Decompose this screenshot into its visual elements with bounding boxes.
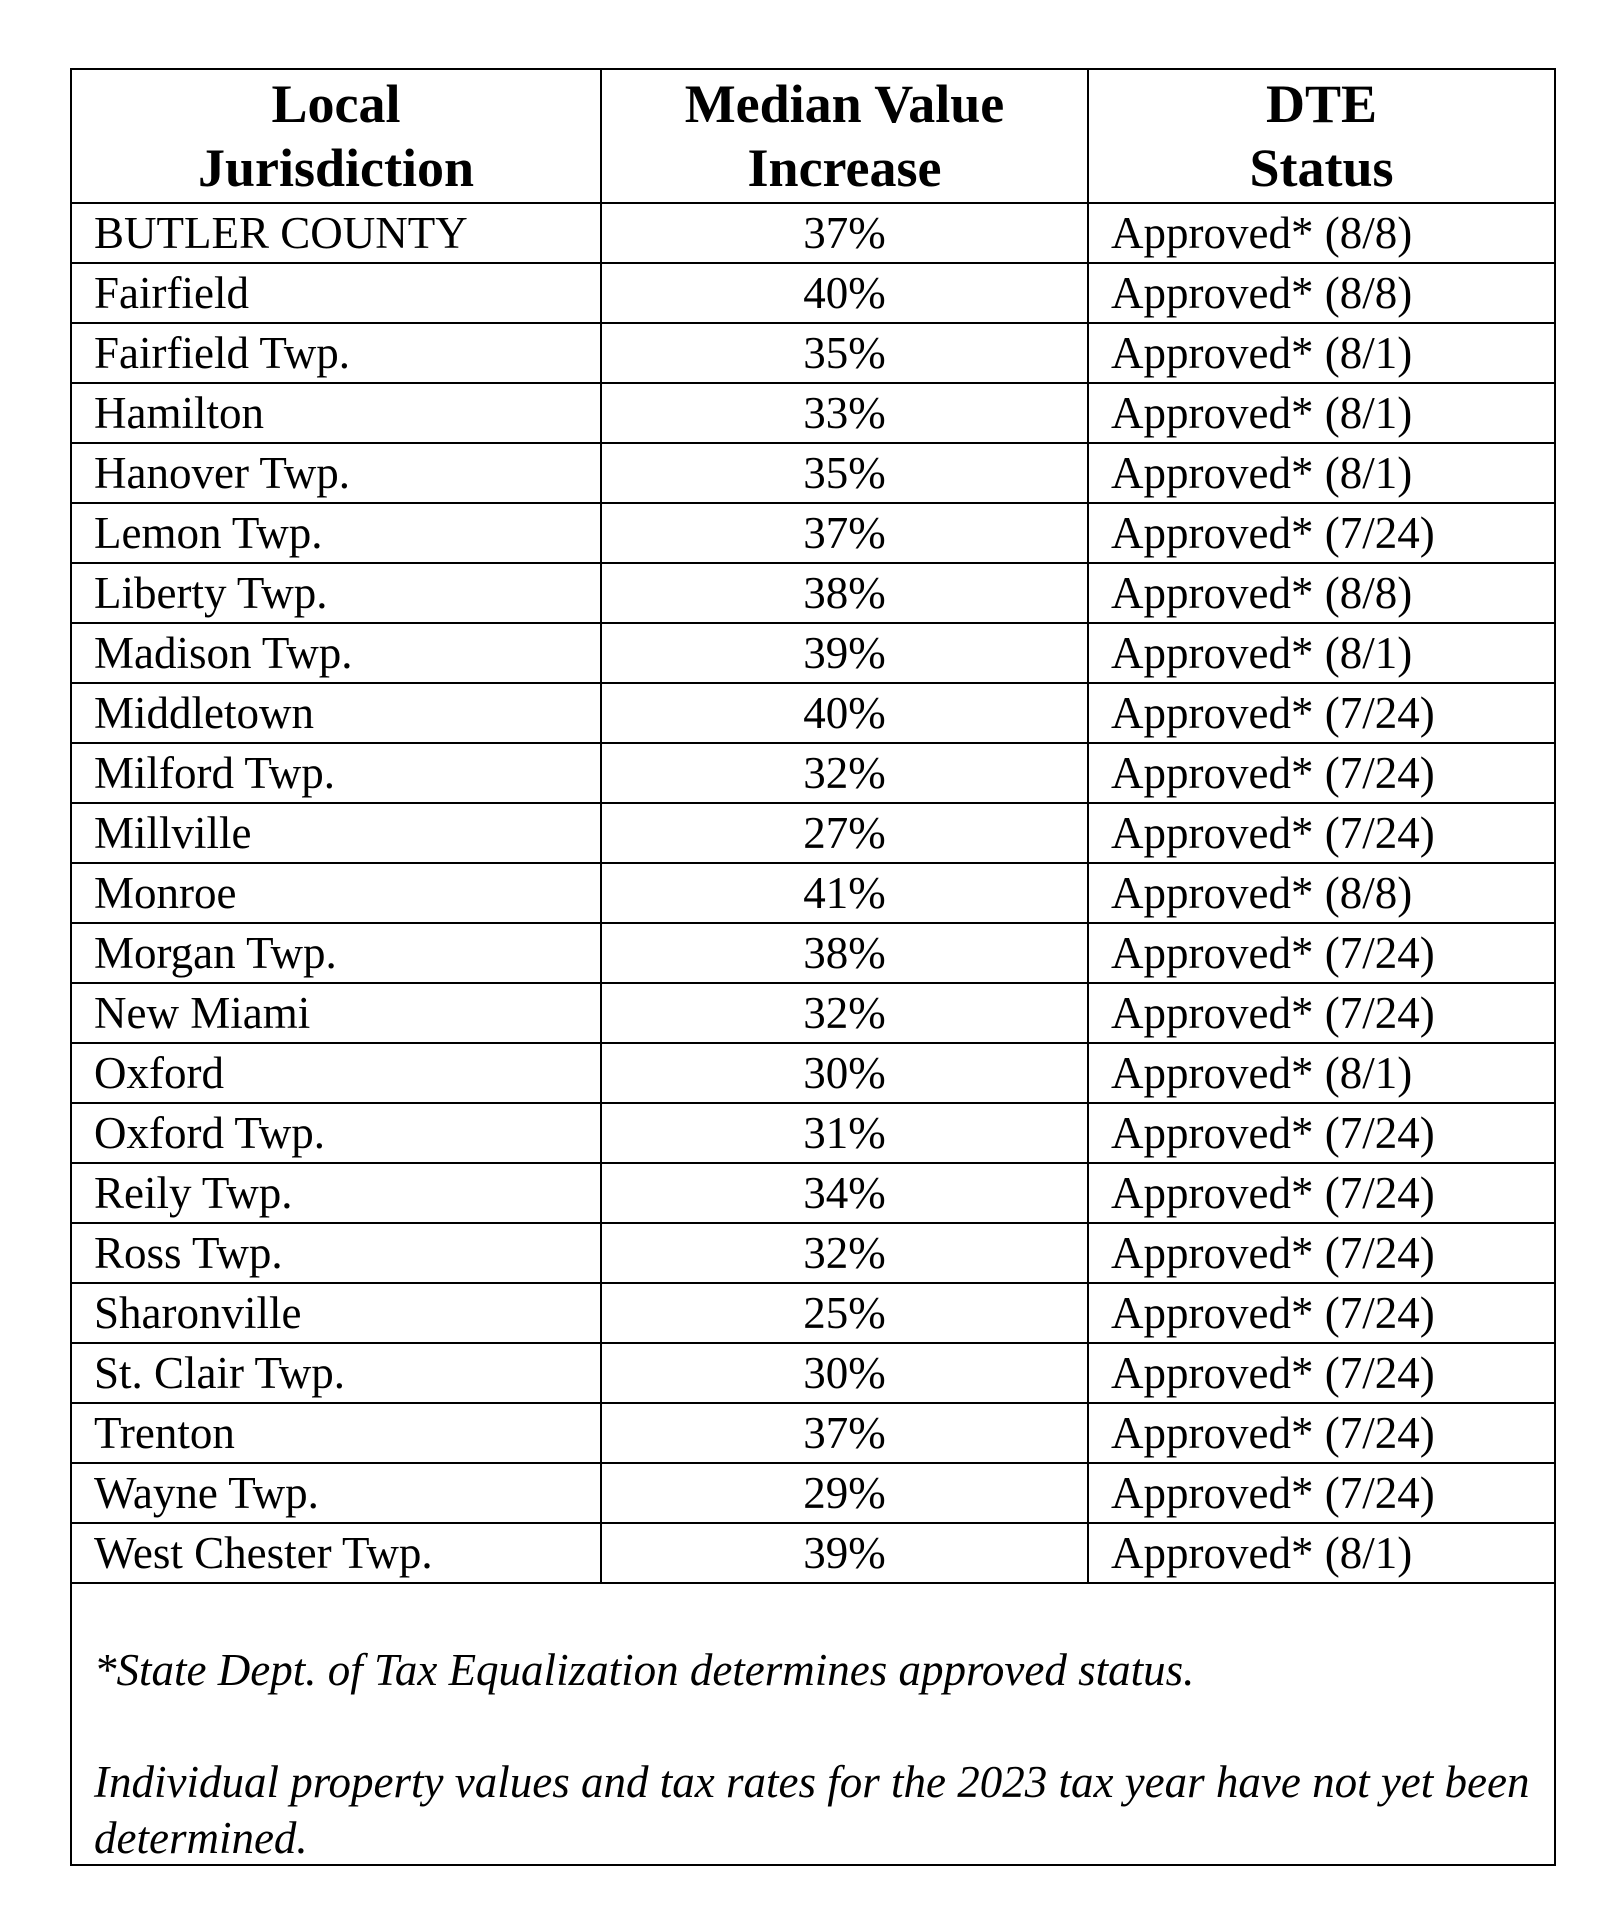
table-row <box>72 503 1554 563</box>
jurisdiction-table <box>72 70 1554 1584</box>
header-median-increase-line-1: Median Value <box>684 74 1005 134</box>
status-cell: Approved* (8/8) <box>1088 263 1554 323</box>
increase-cell: 35% <box>601 323 1088 383</box>
increase-cell: 37% <box>601 503 1088 563</box>
table-header <box>72 70 1554 203</box>
jurisdiction-cell: Sharonville <box>72 1283 601 1343</box>
table-row <box>72 1523 1554 1583</box>
status-cell: Approved* (7/24) <box>1088 1403 1554 1463</box>
table-row <box>72 923 1554 983</box>
header-jurisdiction-line-2: Jurisdiction <box>197 138 475 198</box>
increase-cell: 41% <box>601 863 1088 923</box>
increase-cell: 33% <box>601 383 1088 443</box>
increase-cell: 34% <box>601 1163 1088 1223</box>
table-row <box>72 1463 1554 1523</box>
status-cell: Approved* (8/8) <box>1088 863 1554 923</box>
increase-cell: 30% <box>601 1343 1088 1403</box>
increase-cell: 32% <box>601 743 1088 803</box>
jurisdiction-cell: Millville <box>72 803 601 863</box>
header-jurisdiction <box>72 70 601 203</box>
table-row <box>72 1223 1554 1283</box>
status-cell: Approved* (8/1) <box>1088 1523 1554 1583</box>
status-cell: Approved* (8/1) <box>1088 443 1554 503</box>
status-cell: Approved* (8/1) <box>1088 1043 1554 1103</box>
table-row <box>72 1403 1554 1463</box>
increase-cell: 37% <box>601 203 1088 263</box>
jurisdiction-cell: Lemon Twp. <box>72 503 601 563</box>
status-cell: Approved* (8/1) <box>1088 383 1554 443</box>
jurisdiction-cell: Liberty Twp. <box>72 563 601 623</box>
jurisdiction-cell: Fairfield <box>72 263 601 323</box>
status-cell: Approved* (7/24) <box>1088 1463 1554 1523</box>
table-row <box>72 1103 1554 1163</box>
jurisdiction-cell: Hamilton <box>72 383 601 443</box>
header-median-increase-line-2: Increase <box>747 138 942 198</box>
notes <box>72 1584 1554 1866</box>
table-row <box>72 983 1554 1043</box>
jurisdiction-cell: Oxford Twp. <box>72 1103 601 1163</box>
disclaimer: Individual property values and tax rates for the 2023 tax year have not yet been determined. <box>94 1757 1530 1863</box>
table-row <box>72 203 1554 263</box>
jurisdiction-cell: St. Clair Twp. <box>72 1343 601 1403</box>
jurisdiction-cell: West Chester Twp. <box>72 1523 601 1583</box>
status-cell: Approved* (8/1) <box>1088 623 1554 683</box>
increase-cell: 35% <box>601 443 1088 503</box>
jurisdiction-cell: Ross Twp. <box>72 1223 601 1283</box>
jurisdiction-cell: Monroe <box>72 863 601 923</box>
jurisdiction-cell: Wayne Twp. <box>72 1463 601 1523</box>
table-row <box>72 1283 1554 1343</box>
table-row <box>72 443 1554 503</box>
increase-cell: 30% <box>601 1043 1088 1103</box>
header-dte-status-line-1: DTE <box>1265 74 1378 134</box>
status-cell: Approved* (7/24) <box>1088 803 1554 863</box>
status-cell: Approved* (7/24) <box>1088 1283 1554 1343</box>
table-row <box>72 323 1554 383</box>
status-cell: Approved* (7/24) <box>1088 683 1554 743</box>
status-cell: Approved* (8/8) <box>1088 203 1554 263</box>
increase-cell: 32% <box>601 983 1088 1043</box>
increase-cell: 25% <box>601 1283 1088 1343</box>
jurisdiction-cell: Milford Twp. <box>72 743 601 803</box>
increase-cell: 39% <box>601 1523 1088 1583</box>
increase-cell: 38% <box>601 563 1088 623</box>
table-row <box>72 623 1554 683</box>
jurisdiction-cell: Morgan Twp. <box>72 923 601 983</box>
increase-cell: 40% <box>601 683 1088 743</box>
table-row <box>72 743 1554 803</box>
status-cell: Approved* (8/8) <box>1088 563 1554 623</box>
increase-cell: 38% <box>601 923 1088 983</box>
increase-cell: 29% <box>601 1463 1088 1523</box>
jurisdiction-cell: Madison Twp. <box>72 623 601 683</box>
jurisdiction-cell: Oxford <box>72 1043 601 1103</box>
header-median-increase <box>601 70 1088 203</box>
increase-cell: 40% <box>601 263 1088 323</box>
header-dte-status-line-2: Status <box>1249 138 1394 198</box>
document-frame <box>70 68 1556 1866</box>
status-cell: Approved* (7/24) <box>1088 1223 1554 1283</box>
table-body <box>72 203 1554 1583</box>
increase-cell: 32% <box>601 1223 1088 1283</box>
table-row <box>72 1343 1554 1403</box>
table-row <box>72 563 1554 623</box>
status-cell: Approved* (7/24) <box>1088 983 1554 1043</box>
status-cell: Approved* (7/24) <box>1088 503 1554 563</box>
status-cell: Approved* (7/24) <box>1088 743 1554 803</box>
table-row <box>72 1163 1554 1223</box>
jurisdiction-cell: Middletown <box>72 683 601 743</box>
table-row <box>72 263 1554 323</box>
jurisdiction-cell: Fairfield Twp. <box>72 323 601 383</box>
increase-cell: 37% <box>601 1403 1088 1463</box>
table-row <box>72 803 1554 863</box>
table-row <box>72 683 1554 743</box>
status-cell: Approved* (7/24) <box>1088 1343 1554 1403</box>
status-cell: Approved* (7/24) <box>1088 1103 1554 1163</box>
jurisdiction-cell: Trenton <box>72 1403 601 1463</box>
table-row <box>72 863 1554 923</box>
increase-cell: 31% <box>601 1103 1088 1163</box>
header-dte-status <box>1088 70 1554 203</box>
header-jurisdiction-line-1: Local <box>271 74 401 134</box>
table-row <box>72 383 1554 443</box>
status-cell: Approved* (7/24) <box>1088 1163 1554 1223</box>
increase-cell: 39% <box>601 623 1088 683</box>
status-cell: Approved* (8/1) <box>1088 323 1554 383</box>
header-row <box>72 70 1554 203</box>
jurisdiction-cell: New Miami <box>72 983 601 1043</box>
jurisdiction-cell: BUTLER COUNTY <box>72 203 601 263</box>
table-row <box>72 1043 1554 1103</box>
status-cell: Approved* (7/24) <box>1088 923 1554 983</box>
jurisdiction-cell: Hanover Twp. <box>72 443 601 503</box>
jurisdiction-cell: Reily Twp. <box>72 1163 601 1223</box>
footnote: *State Dept. of Tax Equalization determines approved status. <box>94 1645 1195 1695</box>
increase-cell: 27% <box>601 803 1088 863</box>
